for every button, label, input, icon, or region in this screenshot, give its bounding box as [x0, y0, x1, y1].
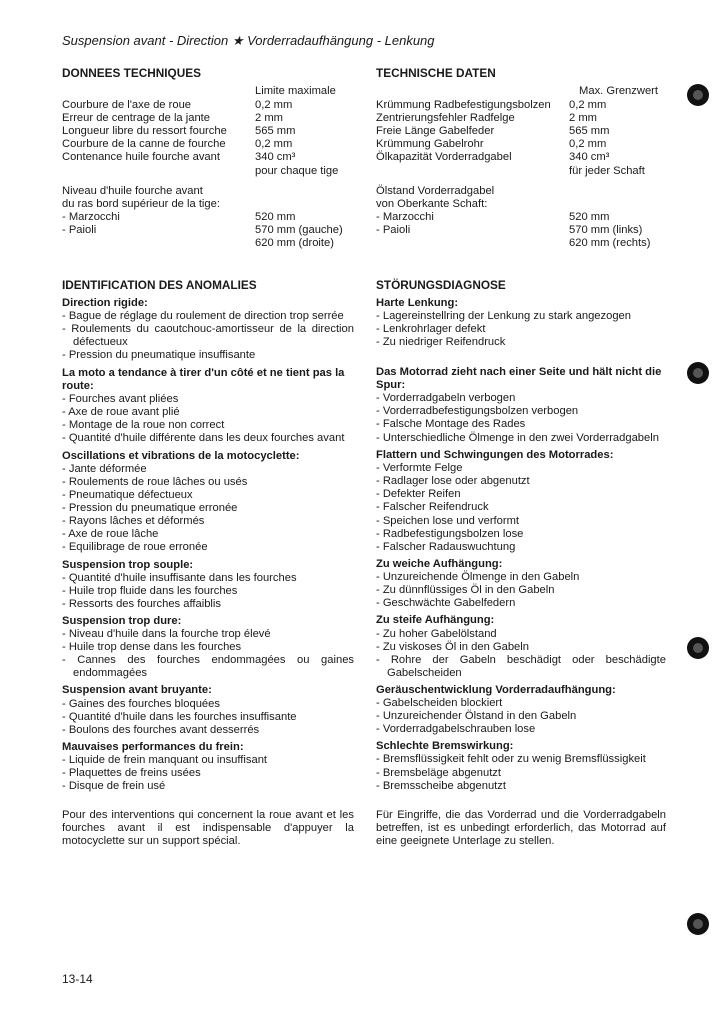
de-diagnosis [376, 279, 666, 848]
symptom-group [376, 684, 666, 736]
spec-value: 2 mm [255, 112, 283, 125]
cause-list [376, 628, 666, 680]
spec-label: Krümmung Gabelrohr [376, 138, 484, 151]
cause-item: - Radbefestigungsbolzen lose [376, 528, 666, 541]
cause-item: - Fourches avant pliées [62, 393, 354, 406]
spec-value: 0,2 mm [255, 99, 293, 112]
symptom-title: Geräuschentwicklung Vorderradaufhängung: [376, 683, 616, 696]
symptom-title: Harte Lenkung: [376, 297, 459, 310]
de-oil-level-intro: Ölstand Vorderradgabel von Oberkante Schaft: [376, 184, 495, 210]
cause-list [376, 571, 666, 610]
cause-item: - Geschwächte Gabelfedern [376, 597, 666, 610]
cause-item: - Bremsbeläge abgenutzt [376, 767, 666, 780]
symptom-title: Das Motorrad zieht nach einer Seite und hält nicht die Spur: [376, 366, 662, 392]
cause-item: - Disque de frein usé [62, 780, 354, 793]
de-tech-title: TECHNISCHE DATEN [376, 66, 496, 80]
symptom-group [62, 741, 354, 793]
symptom-group [376, 740, 666, 792]
spec-label: Freie Länge Gabelfeder [376, 125, 495, 138]
cause-item: - Vorderradgabeln verbogen [376, 392, 666, 405]
oil-level-value: 520 mm [255, 210, 296, 223]
cause-item: - Niveau d'huile dans la fourche trop élevé [62, 628, 354, 641]
cause-item: - Falscher Radauswuchtung [376, 541, 666, 554]
cause-item: - Rayons lâches et déformés [62, 515, 354, 528]
symptom-group [376, 449, 666, 554]
fr-tech-title: DONNEES TECHNIQUES [62, 66, 201, 80]
cause-item: - Defekter Reifen [376, 488, 666, 501]
spec-value: 0,2 mm [569, 99, 607, 112]
spec-label: Contenance huile fourche avant [62, 151, 220, 164]
spec-label: Krümmung Radbefestigungsbolzen [376, 99, 551, 112]
page-header: Suspension avant - Direction ★ Vorderradaufhängung - Lenkung [62, 33, 435, 48]
symptom-title: Zu weiche Aufhängung: [376, 558, 503, 571]
cause-item: - Cannes des fourches endommagées ou gaines endommagées [62, 654, 354, 680]
spec-row [62, 99, 352, 112]
cause-item: - Jante déformée [62, 463, 354, 476]
cause-item: - Axe de roue lâche [62, 528, 354, 541]
fr-note: Pour des interventions qui concernent la roue avant et les fourches avant il est indispensable d'appuyer la motocyclette sur un support spécial. [62, 809, 354, 848]
symptom-title: Flattern und Schwingungen des Motorrades: [376, 449, 614, 462]
binder-hole [687, 362, 709, 384]
spec-value: 2 mm [569, 112, 597, 125]
cause-item: - Zu dünnflüssiges Öl in den Gabeln [376, 584, 666, 597]
de-note: Für Eingriffe, die das Vorderrad und die Vorderradgabeln betreffen, ist es unbedingt erforderlich, das Motorrad auf eine geeignete Unterlage zu stellen. [376, 808, 666, 847]
cause-item: - Unterschiedliche Ölmenge in den zwei Vorderradgabeln [376, 432, 666, 445]
spec-row [376, 99, 666, 112]
cause-item: - Quantité d'huile dans les fourches insuffisante [62, 711, 354, 724]
symptom-group [62, 367, 354, 446]
symptom-group [376, 558, 666, 610]
fr-diag-title: IDENTIFICATION DES ANOMALIES [62, 278, 257, 292]
cause-item: - Plaquettes de freins usées [62, 767, 354, 780]
fr-tech-data [62, 67, 352, 250]
binder-hole [687, 84, 709, 106]
cause-item: - Boulons des fourches avant desserrés [62, 724, 354, 737]
cause-list [376, 310, 666, 349]
oil-level-label: - Marzocchi [376, 210, 434, 223]
symptom-title: Mauvaises performances du frein: [62, 740, 244, 753]
symptom-group [62, 684, 354, 736]
cause-item: - Huile trop dense dans les fourches [62, 641, 354, 654]
cause-item: - Lenkrohrlager defekt [376, 323, 666, 336]
cause-item: - Vorderradgabelschrauben lose [376, 723, 666, 736]
oil-level-row [62, 224, 352, 250]
spec-value: 565 mm [569, 125, 610, 138]
symptom-group [62, 615, 354, 680]
spec-value: 0,2 mm [255, 138, 293, 151]
cause-item: - Radlager lose oder abgenutzt [376, 475, 666, 488]
spec-label: Erreur de centrage de la jante [62, 112, 211, 125]
spec-row [62, 151, 352, 177]
oil-level-row [376, 224, 666, 250]
de-limit-label: Max. Grenzwert [579, 85, 658, 98]
oil-level-value: 520 mm [569, 210, 610, 223]
spec-row [62, 125, 352, 138]
spec-row [376, 151, 666, 177]
symptom-title: La moto a tendance à tirer d'un côté et ne tient pas la route: [62, 366, 345, 392]
page-number: 13-14 [62, 972, 93, 986]
cause-item: - Quantité d'huile différente dans les deux fourches avant [62, 432, 354, 445]
symptom-group [376, 366, 666, 445]
cause-item: - Unzureichender Ölstand in den Gabeln [376, 710, 666, 723]
binder-hole [687, 637, 709, 659]
cause-item: - Huile trop fluide dans les fourches [62, 585, 354, 598]
cause-list [376, 697, 666, 736]
spec-row [62, 138, 352, 151]
spec-value: 565 mm [255, 125, 296, 138]
cause-list [62, 628, 354, 680]
cause-item: - Montage de la roue non correct [62, 419, 354, 432]
spec-value: 0,2 mm [569, 138, 607, 151]
cause-list [376, 462, 666, 554]
cause-item: - Gaines des fourches bloquées [62, 698, 354, 711]
cause-item: - Liquide de frein manquant ou insuffisant [62, 754, 354, 767]
symptom-group [376, 614, 666, 679]
spec-value: 340 cm³ pour chaque tige [255, 151, 339, 177]
cause-item: - Roulements de roue lâches ou usés [62, 476, 354, 489]
fr-oil-level-intro: Niveau d'huile fourche avant du ras bord supérieur de la tige: [62, 184, 220, 210]
cause-item: - Verformte Felge [376, 462, 666, 475]
de-diag-title: STÖRUNGSDIAGNOSE [376, 278, 506, 292]
oil-level-value: 570 mm (links) 620 mm (rechts) [569, 223, 651, 250]
spec-label: Courbure de la canne de fourche [62, 138, 226, 151]
cause-item: - Ressorts des fourches affaiblis [62, 598, 354, 611]
cause-item: - Bremsscheibe abgenutzt [376, 780, 666, 793]
cause-item: - Zu niedriger Reifendruck [376, 336, 666, 349]
oil-level-value: 570 mm (gauche) 620 mm (droite) [255, 223, 343, 250]
cause-item: - Zu hoher Gabelölstand [376, 628, 666, 641]
cause-item: - Roulements du caoutchouc-amortisseur de la direction défectueux [62, 323, 354, 349]
spec-label: Zentrierungsfehler Radfelge [376, 112, 515, 125]
cause-list [62, 698, 354, 737]
spec-value: 340 cm³ für jeder Schaft [569, 151, 645, 177]
cause-list [62, 463, 354, 555]
cause-list [62, 310, 354, 362]
symptom-title: Direction rigide: [62, 297, 148, 310]
cause-item: - Lagereinstellring der Lenkung zu stark angezogen [376, 310, 666, 323]
cause-item: - Pression du pneumatique insuffisante [62, 349, 354, 362]
cause-item: - Gabelscheiden blockiert [376, 697, 666, 710]
cause-item: - Falscher Reifendruck [376, 501, 666, 514]
symptom-group [62, 297, 354, 362]
spec-label: Ölkapazität Vorderradgabel [376, 151, 512, 164]
spec-row [376, 112, 666, 125]
de-tech-data [376, 67, 666, 250]
symptom-group [62, 450, 354, 555]
oil-level-label: - Marzocchi [62, 210, 120, 223]
symptom-title: Suspension trop dure: [62, 614, 182, 627]
cause-item: - Quantité d'huile insuffisante dans les fourches [62, 572, 354, 585]
cause-item: - Speichen lose und verformt [376, 515, 666, 528]
cause-item: - Equilibrage de roue erronée [62, 541, 354, 554]
binder-hole [687, 913, 709, 935]
oil-level-row [376, 211, 666, 224]
cause-item: - Bague de réglage du roulement de direction trop serrée [62, 310, 354, 323]
spec-label: Longueur libre du ressort fourche [62, 125, 227, 138]
cause-item: - Rohre der Gabeln beschädigt oder beschädigte Gabelscheiden [376, 654, 666, 680]
oil-level-label: - Paioli [62, 223, 97, 236]
cause-list [376, 753, 666, 792]
cause-item: - Vorderradbefestigungsbolzen verbogen [376, 405, 666, 418]
cause-item: - Bremsflüssigkeit fehlt oder zu wenig Bremsflüssigkeit [376, 753, 666, 766]
symptom-title: Oscillations et vibrations de la motocyclette: [62, 449, 300, 462]
cause-list [62, 754, 354, 793]
spec-row [376, 138, 666, 151]
oil-level-row [62, 211, 352, 224]
symptom-group [376, 297, 666, 362]
cause-list [62, 572, 354, 611]
cause-item: - Unzureichende Ölmenge in den Gabeln [376, 571, 666, 584]
spec-row [62, 112, 352, 125]
cause-item: - Falsche Montage des Rades [376, 418, 666, 431]
symptom-title: Schlechte Bremswirkung: [376, 740, 514, 753]
symptom-title: Suspension trop souple: [62, 558, 194, 571]
cause-item: - Pression du pneumatique erronée [62, 502, 354, 515]
cause-list [376, 392, 666, 444]
fr-limit-label: Limite maximale [255, 85, 336, 98]
oil-level-label: - Paioli [376, 223, 411, 236]
cause-item: - Zu viskoses Öl in den Gabeln [376, 641, 666, 654]
symptom-title: Zu steife Aufhängung: [376, 614, 495, 627]
cause-item: - Axe de roue avant plié [62, 406, 354, 419]
spec-row [376, 125, 666, 138]
fr-diagnosis [62, 279, 354, 848]
cause-item: - Pneumatique défectueux [62, 489, 354, 502]
symptom-group [62, 559, 354, 611]
cause-list [62, 393, 354, 445]
spec-label: Courbure de l'axe de roue [62, 99, 192, 112]
symptom-title: Suspension avant bruyante: [62, 684, 212, 697]
